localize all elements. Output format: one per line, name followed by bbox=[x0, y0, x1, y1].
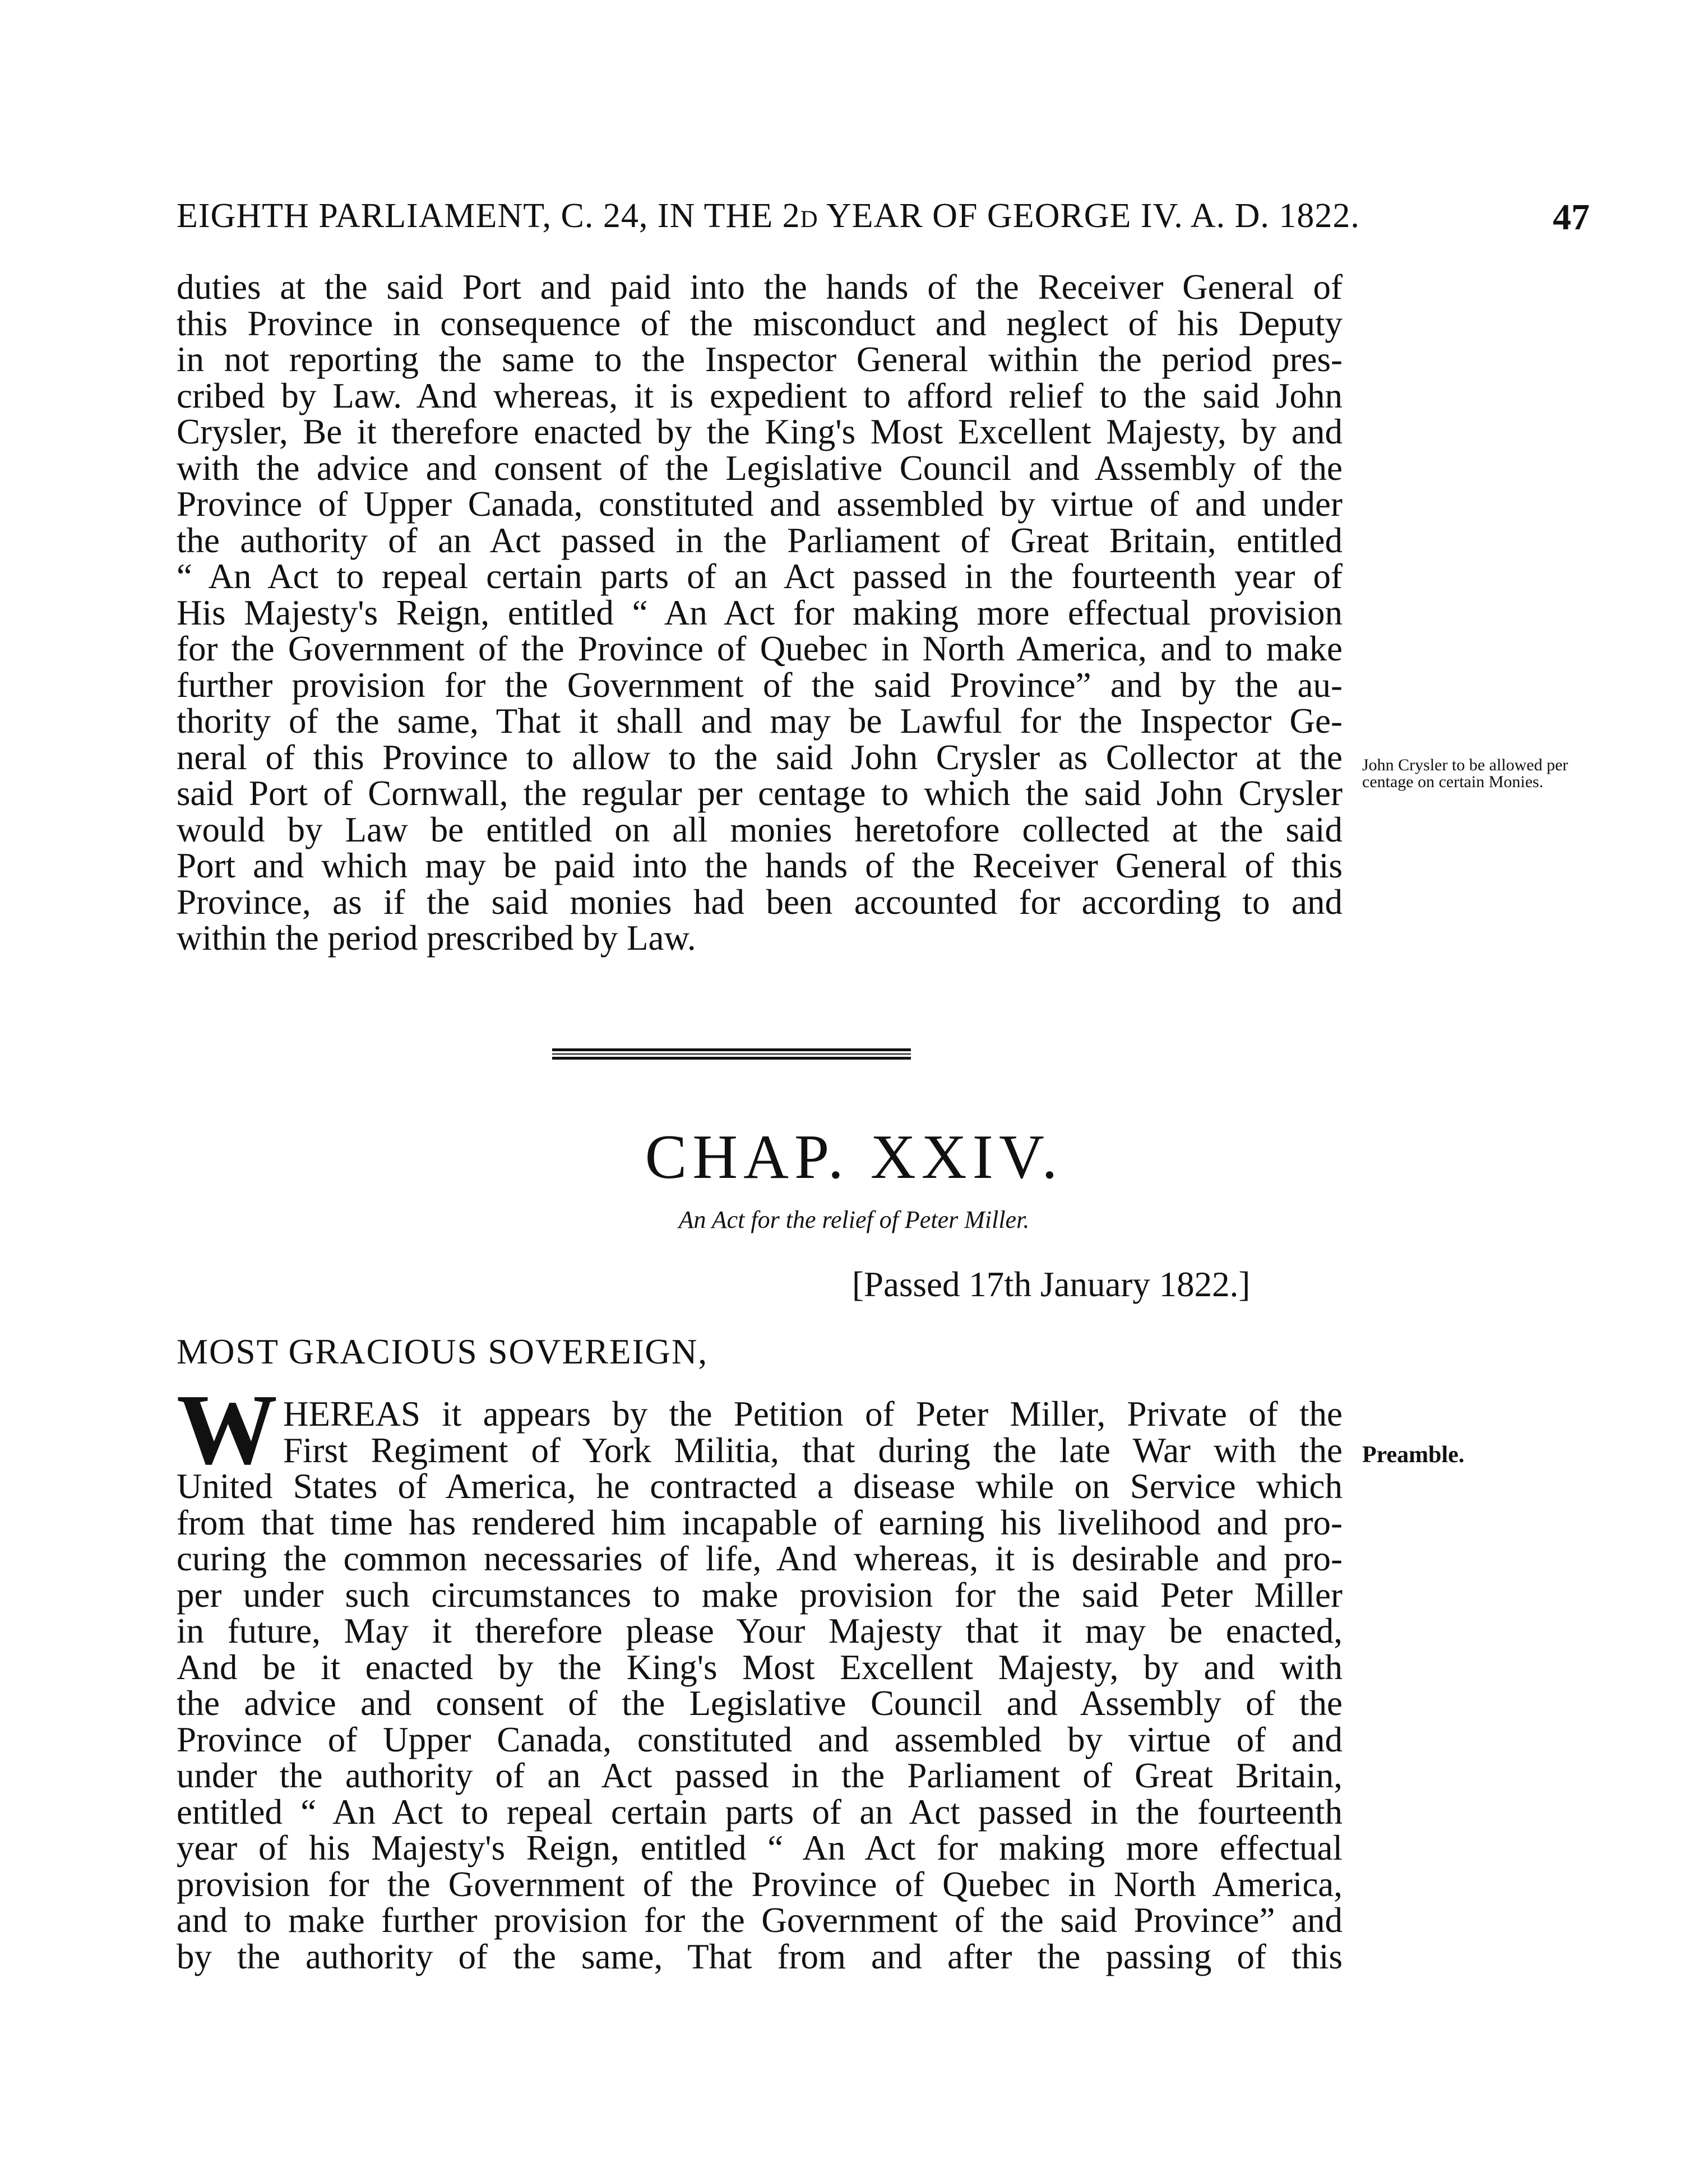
text-line: from that time has rendered him incapable of earning his livelihood and pro- bbox=[177, 1503, 1343, 1542]
text-line: duties at the said Port and paid into the hands of the Receiver General of bbox=[177, 267, 1343, 307]
text-line: under the authority of an Act passed in the Parliament of Great Britain, bbox=[177, 1756, 1343, 1795]
text-line: further provision for the Government of the said Province” and by the au- bbox=[177, 665, 1343, 705]
text-line: within the period prescribed by Law. bbox=[177, 918, 696, 958]
chapter-title: CHAP. XXIV. bbox=[645, 1122, 1063, 1192]
text-line: this Province in consequence of the misconduct and neglect of his Deputy bbox=[177, 303, 1343, 343]
drop-cap: W bbox=[177, 1374, 277, 1485]
section-2-text bbox=[177, 1396, 1343, 1975]
text-line: in not reporting the same to the Inspector General within the period pres- bbox=[177, 340, 1343, 379]
text-line: entitled “ An Act to repeal certain parts of an Act passed in the fourteenth bbox=[177, 1792, 1343, 1832]
running-head: EIGHTH PARLIAMENT, C. 24, IN THE 2d YEAR OF GEORGE IV. A. D. 1822. bbox=[177, 197, 1360, 235]
text-line: thority of the same, That it shall and may be Lawful for the Inspector Ge- bbox=[177, 701, 1343, 741]
chapter-subtitle: An Act for the relief of Peter Miller. bbox=[678, 1206, 1030, 1233]
text-line: would by Law be entitled on all monies heretofore collected at the said bbox=[177, 810, 1343, 849]
text-line: curing the common necessaries of life, And whereas, it is desirable and pro- bbox=[177, 1539, 1343, 1578]
text-line: First Regiment of York Militia, that during the late War with the bbox=[283, 1430, 1343, 1470]
text-line: And be it enacted by the King's Most Excellent Majesty, by and with bbox=[177, 1647, 1343, 1687]
text-line: provision for the Government of the Province of Quebec in North America, bbox=[177, 1864, 1343, 1904]
text-line: the authority of an Act passed in the Parliament of Great Britain, entitled bbox=[177, 520, 1343, 560]
text-line: cribed by Law. And whereas, it is expedient to afford relief to the said John bbox=[177, 376, 1343, 415]
text-line: for the Government of the Province of Quebec in North America, and to make bbox=[177, 629, 1343, 668]
text-line: neral of this Province to allow to the said John Crysler as Collector at the bbox=[177, 737, 1343, 777]
text-line: said Port of Cornwall, the regular per centage to which the said John Crysler bbox=[177, 774, 1343, 813]
page-number: 47 bbox=[1553, 197, 1590, 238]
margin-note-preamble: Preamble. bbox=[1362, 1442, 1465, 1468]
passed-date: [Passed 17th January 1822.] bbox=[852, 1265, 1251, 1304]
text-line: His Majesty's Reign, entitled “ An Act for making more effectual provision bbox=[177, 593, 1343, 632]
section-divider bbox=[552, 1048, 911, 1060]
text-line: per under such circumstances to make provision for the said Peter Miller bbox=[177, 1575, 1343, 1615]
text-line: United States of America, he contracted a disease while on Service which bbox=[177, 1467, 1343, 1506]
text-line: and to make further provision for the Government of the said Province” and bbox=[177, 1901, 1343, 1940]
text-line: with the advice and consent of the Legislative Council and Assembly of the bbox=[177, 448, 1343, 488]
text-line: by the authority of the same, That from and after the passing of this bbox=[177, 1936, 1343, 1976]
text-line: HEREAS it appears by the Petition of Peter Miller, Private of the bbox=[283, 1394, 1343, 1434]
section-1-text bbox=[177, 269, 1343, 956]
text-line: Province of Upper Canada, constituted and assembled by virtue of and under bbox=[177, 484, 1343, 524]
margin-note-crysler: John Crysler to be allowed per centage on certain Monies. bbox=[1362, 756, 1568, 791]
text-line: year of his Majesty's Reign, entitled “ An Act for making more effectual bbox=[177, 1828, 1343, 1867]
text-line: Province of Upper Canada, constituted and assembled by virtue of and bbox=[177, 1719, 1343, 1759]
text-line: Crysler, Be it therefore enacted by the King's Most Excellent Majesty, by and bbox=[177, 412, 1343, 451]
text-line: “ An Act to repeal certain parts of an Act passed in the fourteenth year of bbox=[177, 557, 1343, 596]
text-line: Port and which may be paid into the hands of the Receiver General of this bbox=[177, 846, 1343, 885]
salutation: MOST GRACIOUS SOVEREIGN, bbox=[177, 1332, 709, 1371]
text-line: the advice and consent of the Legislative Council and Assembly of the bbox=[177, 1684, 1343, 1723]
text-line: Province, as if the said monies had been accounted for according to and bbox=[177, 882, 1343, 922]
text-line: in future, May it therefore please Your Majesty that it may be enacted, bbox=[177, 1611, 1343, 1651]
